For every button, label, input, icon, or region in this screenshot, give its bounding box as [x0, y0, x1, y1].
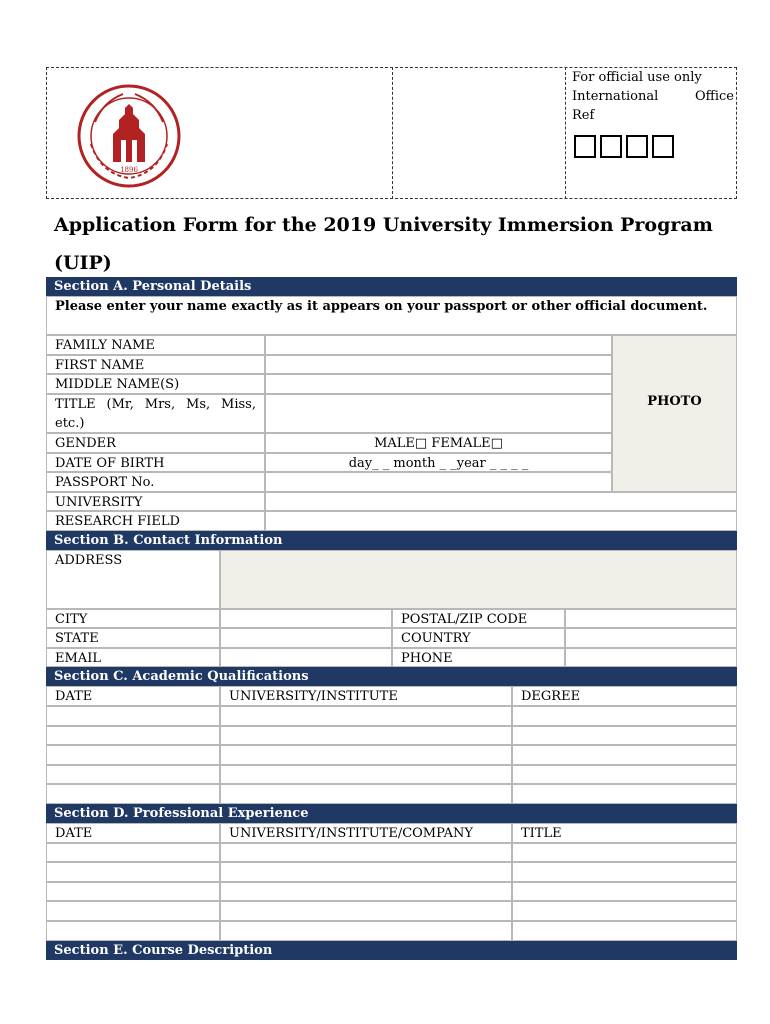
gender-options[interactable]: MALE□ FEMALE□ [265, 433, 612, 453]
academic-university-cell[interactable] [220, 706, 512, 726]
phone-input[interactable] [565, 648, 737, 667]
col-company-header: UNIVERSITY/INSTITUTE/COMPANY [220, 823, 512, 843]
university-input[interactable] [265, 492, 737, 511]
photo-box: PHOTO [612, 335, 737, 492]
gender-label: GENDER [46, 433, 265, 453]
academic-date-cell[interactable] [46, 726, 220, 745]
research-label: RESEARCH FIELD [46, 511, 265, 531]
address-input[interactable] [220, 550, 737, 609]
first-name-input[interactable] [265, 355, 612, 374]
academic-degree-cell[interactable] [512, 765, 737, 784]
official-line: For official use only [572, 70, 702, 85]
name-instruction: Please enter your name exactly as it appears on your passport or other official document. [46, 296, 737, 335]
dob-input[interactable]: day_ _ month _ _year _ _ _ _ [265, 453, 612, 472]
academic-university-cell[interactable] [220, 784, 512, 804]
city-input[interactable] [220, 609, 392, 628]
experience-company-cell[interactable] [220, 862, 512, 882]
col-university-header: UNIVERSITY/INSTITUTE [220, 686, 512, 706]
section-b-heading: Section B. Contact Information [46, 531, 737, 550]
col-degree-header: DEGREE [512, 686, 737, 706]
academic-university-cell[interactable] [220, 745, 512, 765]
official-word: International [572, 89, 659, 104]
section-d-heading: Section D. Professional Experience [46, 804, 737, 823]
experience-date-cell[interactable] [46, 901, 220, 921]
passport-input[interactable] [265, 472, 612, 492]
experience-date-cell[interactable] [46, 843, 220, 862]
passport-label: PASSPORT No. [46, 472, 265, 492]
header-divider [565, 67, 566, 199]
ref-boxes [574, 135, 674, 158]
university-label: UNIVERSITY [46, 492, 265, 511]
academic-degree-cell[interactable] [512, 745, 737, 765]
academic-date-cell[interactable] [46, 745, 220, 765]
official-word: Office [694, 89, 734, 104]
academic-degree-cell[interactable] [512, 706, 737, 726]
form-title: Application Form for the 2019 University Immersion Program (UIP) [54, 214, 713, 274]
ref-box[interactable] [600, 135, 622, 158]
experience-company-cell[interactable] [220, 921, 512, 941]
official-line: Ref [572, 108, 595, 123]
phone-label: PHONE [392, 648, 565, 667]
postal-input[interactable] [565, 609, 737, 628]
header-divider [392, 67, 393, 199]
middle-name-input[interactable] [265, 374, 612, 394]
dob-label: DATE OF BIRTH [46, 453, 265, 472]
email-input[interactable] [220, 648, 392, 667]
academic-degree-cell[interactable] [512, 726, 737, 745]
academic-degree-cell[interactable] [512, 784, 737, 804]
section-a-heading: Section A. Personal Details [46, 277, 737, 296]
ref-box[interactable] [652, 135, 674, 158]
section-c-heading: Section C. Academic Qualifications [46, 667, 737, 686]
email-label: EMAIL [46, 648, 220, 667]
experience-title-cell[interactable] [512, 882, 737, 901]
ref-box[interactable] [626, 135, 648, 158]
experience-title-cell[interactable] [512, 921, 737, 941]
family-name-label: FAMILY NAME [46, 335, 265, 355]
country-label: COUNTRY [392, 628, 565, 648]
state-input[interactable] [220, 628, 392, 648]
experience-company-cell[interactable] [220, 901, 512, 921]
experience-title-cell[interactable] [512, 901, 737, 921]
ref-box[interactable] [574, 135, 596, 158]
experience-date-cell[interactable] [46, 882, 220, 901]
state-label: STATE [46, 628, 220, 648]
experience-title-cell[interactable] [512, 862, 737, 882]
experience-company-cell[interactable] [220, 882, 512, 901]
academic-university-cell[interactable] [220, 765, 512, 784]
research-input[interactable] [265, 511, 737, 531]
title-label: TITLE (Mr, Mrs, Ms, Miss, etc.) [46, 394, 265, 433]
experience-date-cell[interactable] [46, 862, 220, 882]
family-name-input[interactable] [265, 335, 612, 355]
university-seal-logo [73, 82, 185, 190]
svg-text:1896: 1896 [120, 166, 138, 174]
academic-university-cell[interactable] [220, 726, 512, 745]
experience-title-cell[interactable] [512, 843, 737, 862]
academic-date-cell[interactable] [46, 765, 220, 784]
experience-date-cell[interactable] [46, 921, 220, 941]
official-use-note [572, 68, 734, 125]
middle-name-label: MIDDLE NAME(S) [46, 374, 265, 394]
col-date-header: DATE [46, 686, 220, 706]
address-label: ADDRESS [46, 550, 220, 609]
first-name-label: FIRST NAME [46, 355, 265, 374]
postal-label: POSTAL/ZIP CODE [392, 609, 565, 628]
experience-company-cell[interactable] [220, 843, 512, 862]
col-title-header: TITLE [512, 823, 737, 843]
academic-date-cell[interactable] [46, 784, 220, 804]
section-e-heading: Section E. Course Description [46, 941, 737, 960]
title-input[interactable] [265, 394, 612, 433]
academic-date-cell[interactable] [46, 706, 220, 726]
city-label: CITY [46, 609, 220, 628]
country-input[interactable] [565, 628, 737, 648]
col-date-header: DATE [46, 823, 220, 843]
